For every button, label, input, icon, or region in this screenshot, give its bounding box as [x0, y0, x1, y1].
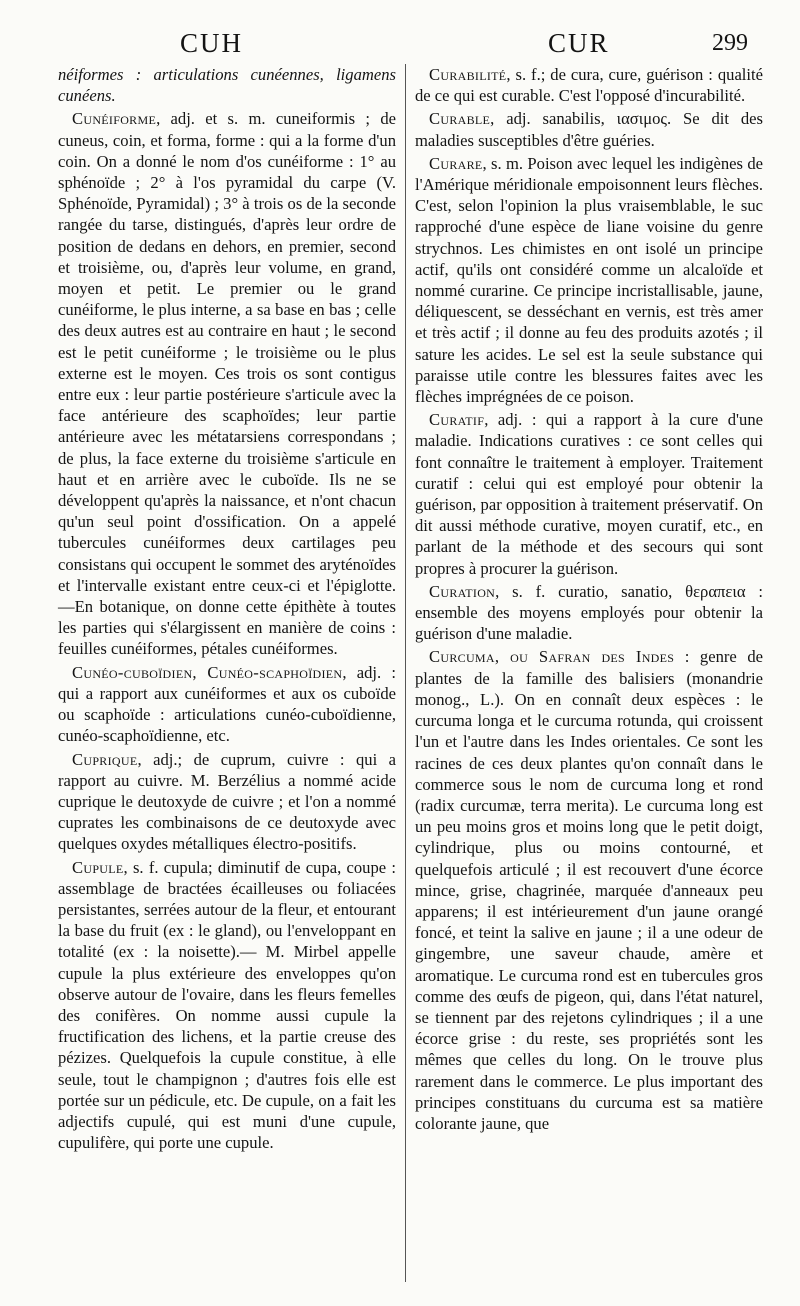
- entry-headword: Curatif: [429, 410, 485, 430]
- entry-curable: [415, 108, 763, 150]
- header-right-guideword: CUR: [548, 28, 610, 58]
- entry-body: , s. f. cupula; diminutif de cupa, coupe : assemblage de bractées écailleuses ou foliacées persistantes, serrées autour de la fleur, et entourant la base du fruit (ex : le gland), ou l'enveloppant en totalité (ex : la noisette).— M. Mirbel appelle cupule la plus extérieure des enveloppes qu'on observe autour de l'ovaire, dans les fleurs femelles des conifères. On nomme aussi cupule la fructification des lichens, et la partie creuse des pézizes. Quelquefois la cupule constitue, à elle seule, tout le champignon ; d'autres fois elle est portée sur un pédicule, etc. De cupule, on a fait les adjectifs cupulé, qui est muni d'une cupule, cupulifère, qui porte une cupule.: [58, 857, 396, 1153]
- entry-body: , s. f.; de cura, cure, guérison : qualité de ce qui est curable. C'est l'opposé d'incurabilité.: [415, 65, 763, 106]
- entry-cuneo: [58, 662, 396, 747]
- entry-cuneiforme: [58, 108, 396, 659]
- entry-continuation: néiformes : articulations cunéennes, ligamens cunéens.: [58, 65, 396, 106]
- entry-body: : genre de plantes de la famille des balisiers (monandrie monog., L.). On en connaît deux espèces : le curcuma longa et le curcuma rotunda, qui croissent l'un et l'autre dans les Indes orientales. Ce sont les racines de ces deux plantes qu'on connaît dans le commerce sous le nom de curcuma long et rond (radix curcumæ, terra merita). Le curcuma long est un peu moins gros et moins long que le petit doigt, cylindrique, plus ou moins contourné, et quelquefois articulé ; il est recouvert d'une écorce mince, grise, chagrinée, marquée d'anneaux peu apparens; il est intérieurement d'un jaune orangé foncé, et teint la salive en jaune ; il a une odeur de gingembre, une saveur chaude, amère et aromatique. Le curcuma rond est en tubercules gros comme des œufs de pigeon, qui, dans l'état naturel, se tiennent par des rejetons cylindriques ; il a une écorce grise : du reste, ses propriétés sont les mêmes que celles du long. On le trouve plus rarement dans le commerce. Le plus important des principes constituans du curcuma est sa matière colorante jaune, que: [415, 647, 763, 1133]
- entry-curation: [415, 581, 763, 645]
- entry-headword: Cunéo-cuboïdien, Cunéo-scaphoïdien: [72, 662, 343, 682]
- entry-curcuma: [415, 646, 763, 1134]
- entry-curabilite: [415, 64, 763, 106]
- entry-headword: Cupule: [72, 857, 124, 877]
- entry-body: , s. f. curatio, sanatio, θεραπεια : ensemble des moyens employés pour obtenir la guérison d'une maladie.: [415, 581, 763, 644]
- entry-cuprique: [58, 749, 396, 855]
- entry-headword: Curare: [429, 153, 483, 173]
- running-header: [0, 28, 800, 64]
- right-column: [415, 64, 763, 1136]
- entry-headword: Curable: [429, 109, 491, 129]
- entry-body: , adj. : qui a rapport à la cure d'une maladie. Indications curatives : ce sont celles qui font connaître le traitement à employer. Traitement curatif : celui qui est employé pour obtenir la guérison, par opposition à traitement préservatif. On dit aussi méthode curative, moyen curatif, etc., en parlant de la méthode et des secours qui sont propres à procurer la guérison.: [415, 410, 763, 578]
- entry-curatif: [415, 409, 763, 579]
- entry-body: , adj. sanabilis, ιασιμος. Se dit des maladies susceptibles d'être guéries.: [415, 109, 763, 150]
- header-left-guideword: CUH: [180, 28, 244, 58]
- entry-headword: Cuprique: [72, 749, 138, 769]
- column-divider: [405, 64, 406, 1282]
- entry-body: , adj. : qui a rapport aux cunéiformes et aux os cuboïde ou scaphoïde : articulations cunéo-cuboïdienne, cunéo-scaphoïdienne, etc.: [58, 662, 396, 746]
- left-column: [58, 64, 396, 1155]
- page-number: 299: [712, 30, 748, 56]
- entry-body: , s. m. Poison avec lequel les indigènes de l'Amérique méridionale empoisonnent leurs flèches. C'est, selon l'opinion la plus vraisemblable, le suc rapproché d'une espèce de liane voisine du genre strychnos. Les chimistes en ont isolé un principe actif, qu'ils ont considéré comme un alcaloïde et nommé curarine. Ce principe incristallisable, jaune, déliquescent, se desséchant en vernis, est très amer et très actif ; il donne au feu des produits azotés ; il sature les acides. Le sel est la seule substance qui paraisse utile contre les blessures faites avec les flèches imprégnées de ce poison.: [415, 153, 763, 407]
- entry-curare: [415, 153, 763, 407]
- entry-body: , adj.; de cuprum, cuivre : qui a rapport au cuivre. M. Berzélius a nommé acide cuprique le deutoxyde de cuivre ; et l'on a nommé cuprates les combinaisons de ce deutoxyde avec quelques oxydes métalliques électro-positifs.: [58, 749, 396, 854]
- entry-body: , adj. et s. m. cuneiformis ; de cuneus, coin, et forma, forme : qui a la forme d'un coin. On a donné le nom d'os cunéiforme : 1° au sphénoïde ; 2° à l'os pyramidal du carpe (V. Sphénoïde, Pyramidal) ; 3° à trois os de la seconde rangée du tarse, distingués, d'après leur ordre de position de dedans en dehors, en premier, second et troisième, ou, d'après leur volume, en grand, moyen et petit. Le premier ou le grand cunéiforme, le plus interne, a sa base en bas ; celle des deux autres est au contraire en haut ; le second est le petit cunéiforme ; le troisième ou le plus externe est le moyen. Ces trois os sont contigus entre eux : leur partie postérieure s'articule avec la face antérieure des scaphoïdes; leur partie antérieure avec les métatarsiens correspondans ; de plus, la face externe du troisième s'articule en haut et en arrière avec le cuboïde. Ils ne se développent qu'après la naissance, et n'ont chacun qu'un seul point d'ossification. On a appelé tubercules cunéiformes deux cartilages peu consistans qui occupent le sommet des aryténoïdes et l'intervalle existant entre ceux-ci et l'épiglotte.—En botanique, on donne cette épithète à toutes les parties qui s'élargissent en manière de coins : feuilles cunéiformes, pétales cunéiformes.: [58, 109, 396, 659]
- entry-headword: Curcuma, ou Safran des Indes: [429, 647, 675, 667]
- entry-headword: Curabilité: [429, 65, 507, 84]
- entry-headword: Cunéiforme: [72, 109, 157, 129]
- entry-cupule: [58, 857, 396, 1154]
- entry-headword: Curation: [429, 581, 496, 601]
